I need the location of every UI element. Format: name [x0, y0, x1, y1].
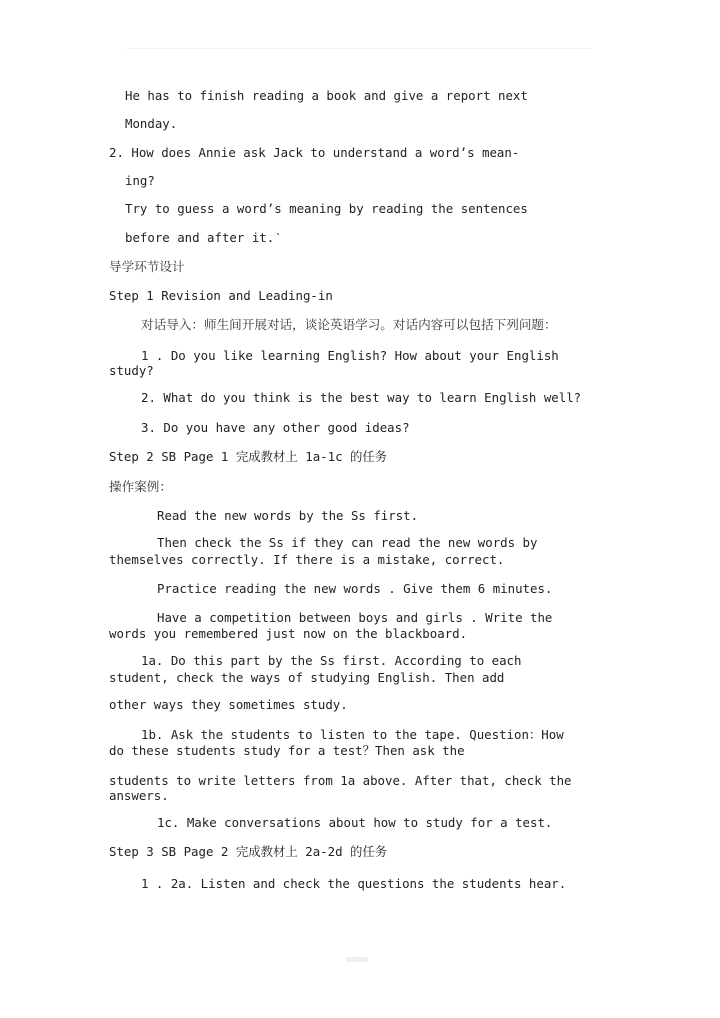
page-footer-mark	[346, 957, 368, 962]
activity-competition-line-1: Have a competition between boys and girls . Write the	[157, 610, 553, 625]
task-1a-line-2: student, check the ways of studying English. Then add	[109, 670, 505, 685]
dialogue-intro: 对话导入：师生间开展对话，谈论英语学习。对话内容可以包括下列问题：	[141, 317, 557, 332]
step-1-question-3: 3. Do you have any other good ideas?	[141, 420, 410, 435]
step-1-question-1-line-2: study?	[109, 363, 154, 378]
question-2-line-1: 2. How does Annie ask Jack to understand a word’s mean-	[109, 145, 520, 160]
activity-competition-line-2: words you remembered just now on the blackboard.	[109, 626, 468, 641]
answer-1-line-1: He has to finish reading a book and give a report next	[125, 88, 528, 103]
task-1b-line-4: answers.	[109, 788, 169, 803]
answer-2-line-1: Try to guess a word’s meaning by reading the sentences	[125, 201, 528, 216]
step-2-heading: Step 2 SB Page 1 完成教材上 1a-1c 的任务	[109, 449, 388, 464]
activity-check-line-1: Then check the Ss if they can read the new words by	[157, 535, 538, 550]
task-1b-line-3: students to write letters from 1a above. After that, check the	[109, 773, 572, 788]
step-3-item-1: 1 . 2a. Listen and check the questions the students hear.	[141, 876, 567, 891]
task-1b-line-2: do these students study for a test？Then ask the	[109, 743, 465, 758]
question-2-line-2: ing?	[125, 173, 155, 188]
step-3-heading: Step 3 SB Page 2 完成教材上 2a-2d 的任务	[109, 844, 388, 859]
case-heading: 操作案例：	[109, 479, 172, 494]
activity-check-line-2: themselves correctly. If there is a mistake, correct.	[109, 552, 505, 567]
step-1-heading: Step 1 Revision and Leading-in	[109, 288, 333, 303]
page-top-rule	[126, 48, 592, 49]
step-1-question-2: 2. What do you think is the best way to learn English well?	[141, 390, 582, 405]
task-1b-line-1: 1b. Ask the students to listen to the tape. Question：How	[141, 727, 564, 742]
activity-practice: Practice reading the new words . Give them 6 minutes.	[157, 581, 553, 596]
answer-2-line-2: before and after it.‵	[125, 230, 282, 245]
task-1a-line-3: other ways they sometimes study.	[109, 697, 348, 712]
task-1a-line-1: 1a. Do this part by the Ss first. According to each	[141, 653, 522, 668]
answer-1-line-2: Monday.	[125, 116, 178, 131]
task-1c: 1c. Make conversations about how to study for a test.	[157, 815, 553, 830]
activity-read-words: Read the new words by the Ss first.	[157, 508, 419, 523]
section-heading: 导学环节设计	[109, 259, 185, 274]
step-1-question-1-line-1: 1 . Do you like learning English? How about your English	[141, 348, 559, 363]
